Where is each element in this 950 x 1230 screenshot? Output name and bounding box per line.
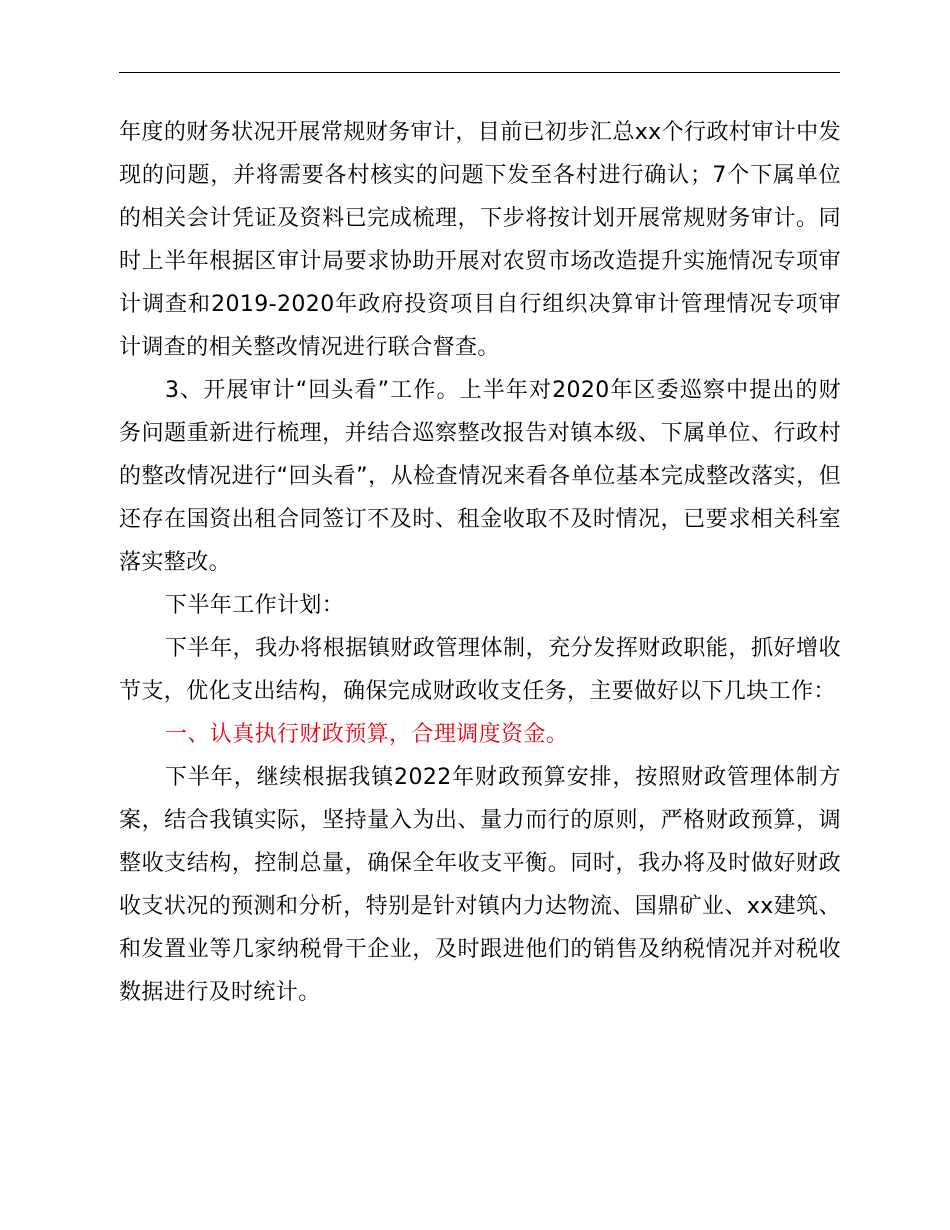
paragraph-plan-intro: 下半年，我办将根据镇财政管理体制，充分发挥财政职能，抓好增收节支，优化支出结构，确保完成财政收支任务，主要做好以下几块工作： [119,636,841,704]
paragraph-budget-details: 下半年，继续根据我镇2022年财政预算安排，按照财政管理体制方案，结合我镇实际，坚持量入为出、量力而行的原则，严格财政预算，调整收支结构，控制总量，确保全年收支平衡。同时，我办将及时做好财政收支状况的预测和分析，特别是针对镇内力达物流、国鼎矿业、xx建筑、和发置业等几家纳税骨干企业，及时跟进他们的销售及纳税情况并对税收数据进行及时统计。 [119,765,841,1005]
header-rule [119,72,840,73]
paragraph-audit-review: 3、开展审计“回头看”工作。上半年对2020年区委巡察中提出的财务问题重新进行梳理，并结合巡察整改报告对镇本级、下属单位、行政村的整改情况进行“回头看”，从检查情况来看各单位基本完成整改落实，但还存在国资出租合同签订不及时、租金收取不及时情况，已要求相关科室落实整改。 [119,378,841,575]
document-body [119,111,841,1014]
paragraph-plan-heading: 下半年工作计划： [165,593,345,618]
paragraph-audit-summary: 年度的财务状况开展常规财务审计，目前已初步汇总xx个行政村审计中发现的问题，并将需要各村核实的问题下发至各村进行确认；7个下属单位的相关会计凭证及资料已完成梳理，下步将按计划开展常规财务审计。同时上半年根据区审计局要求协助开展对农贸市场改造提升实施情况专项审计调查和2019-2020年政府投资项目自行组织决算审计管理情况专项审计调查的相关整改情况进行联合督查。 [119,120,841,360]
section-heading-budget: 一、认真执行财政预算，合理调度资金。 [165,722,569,747]
